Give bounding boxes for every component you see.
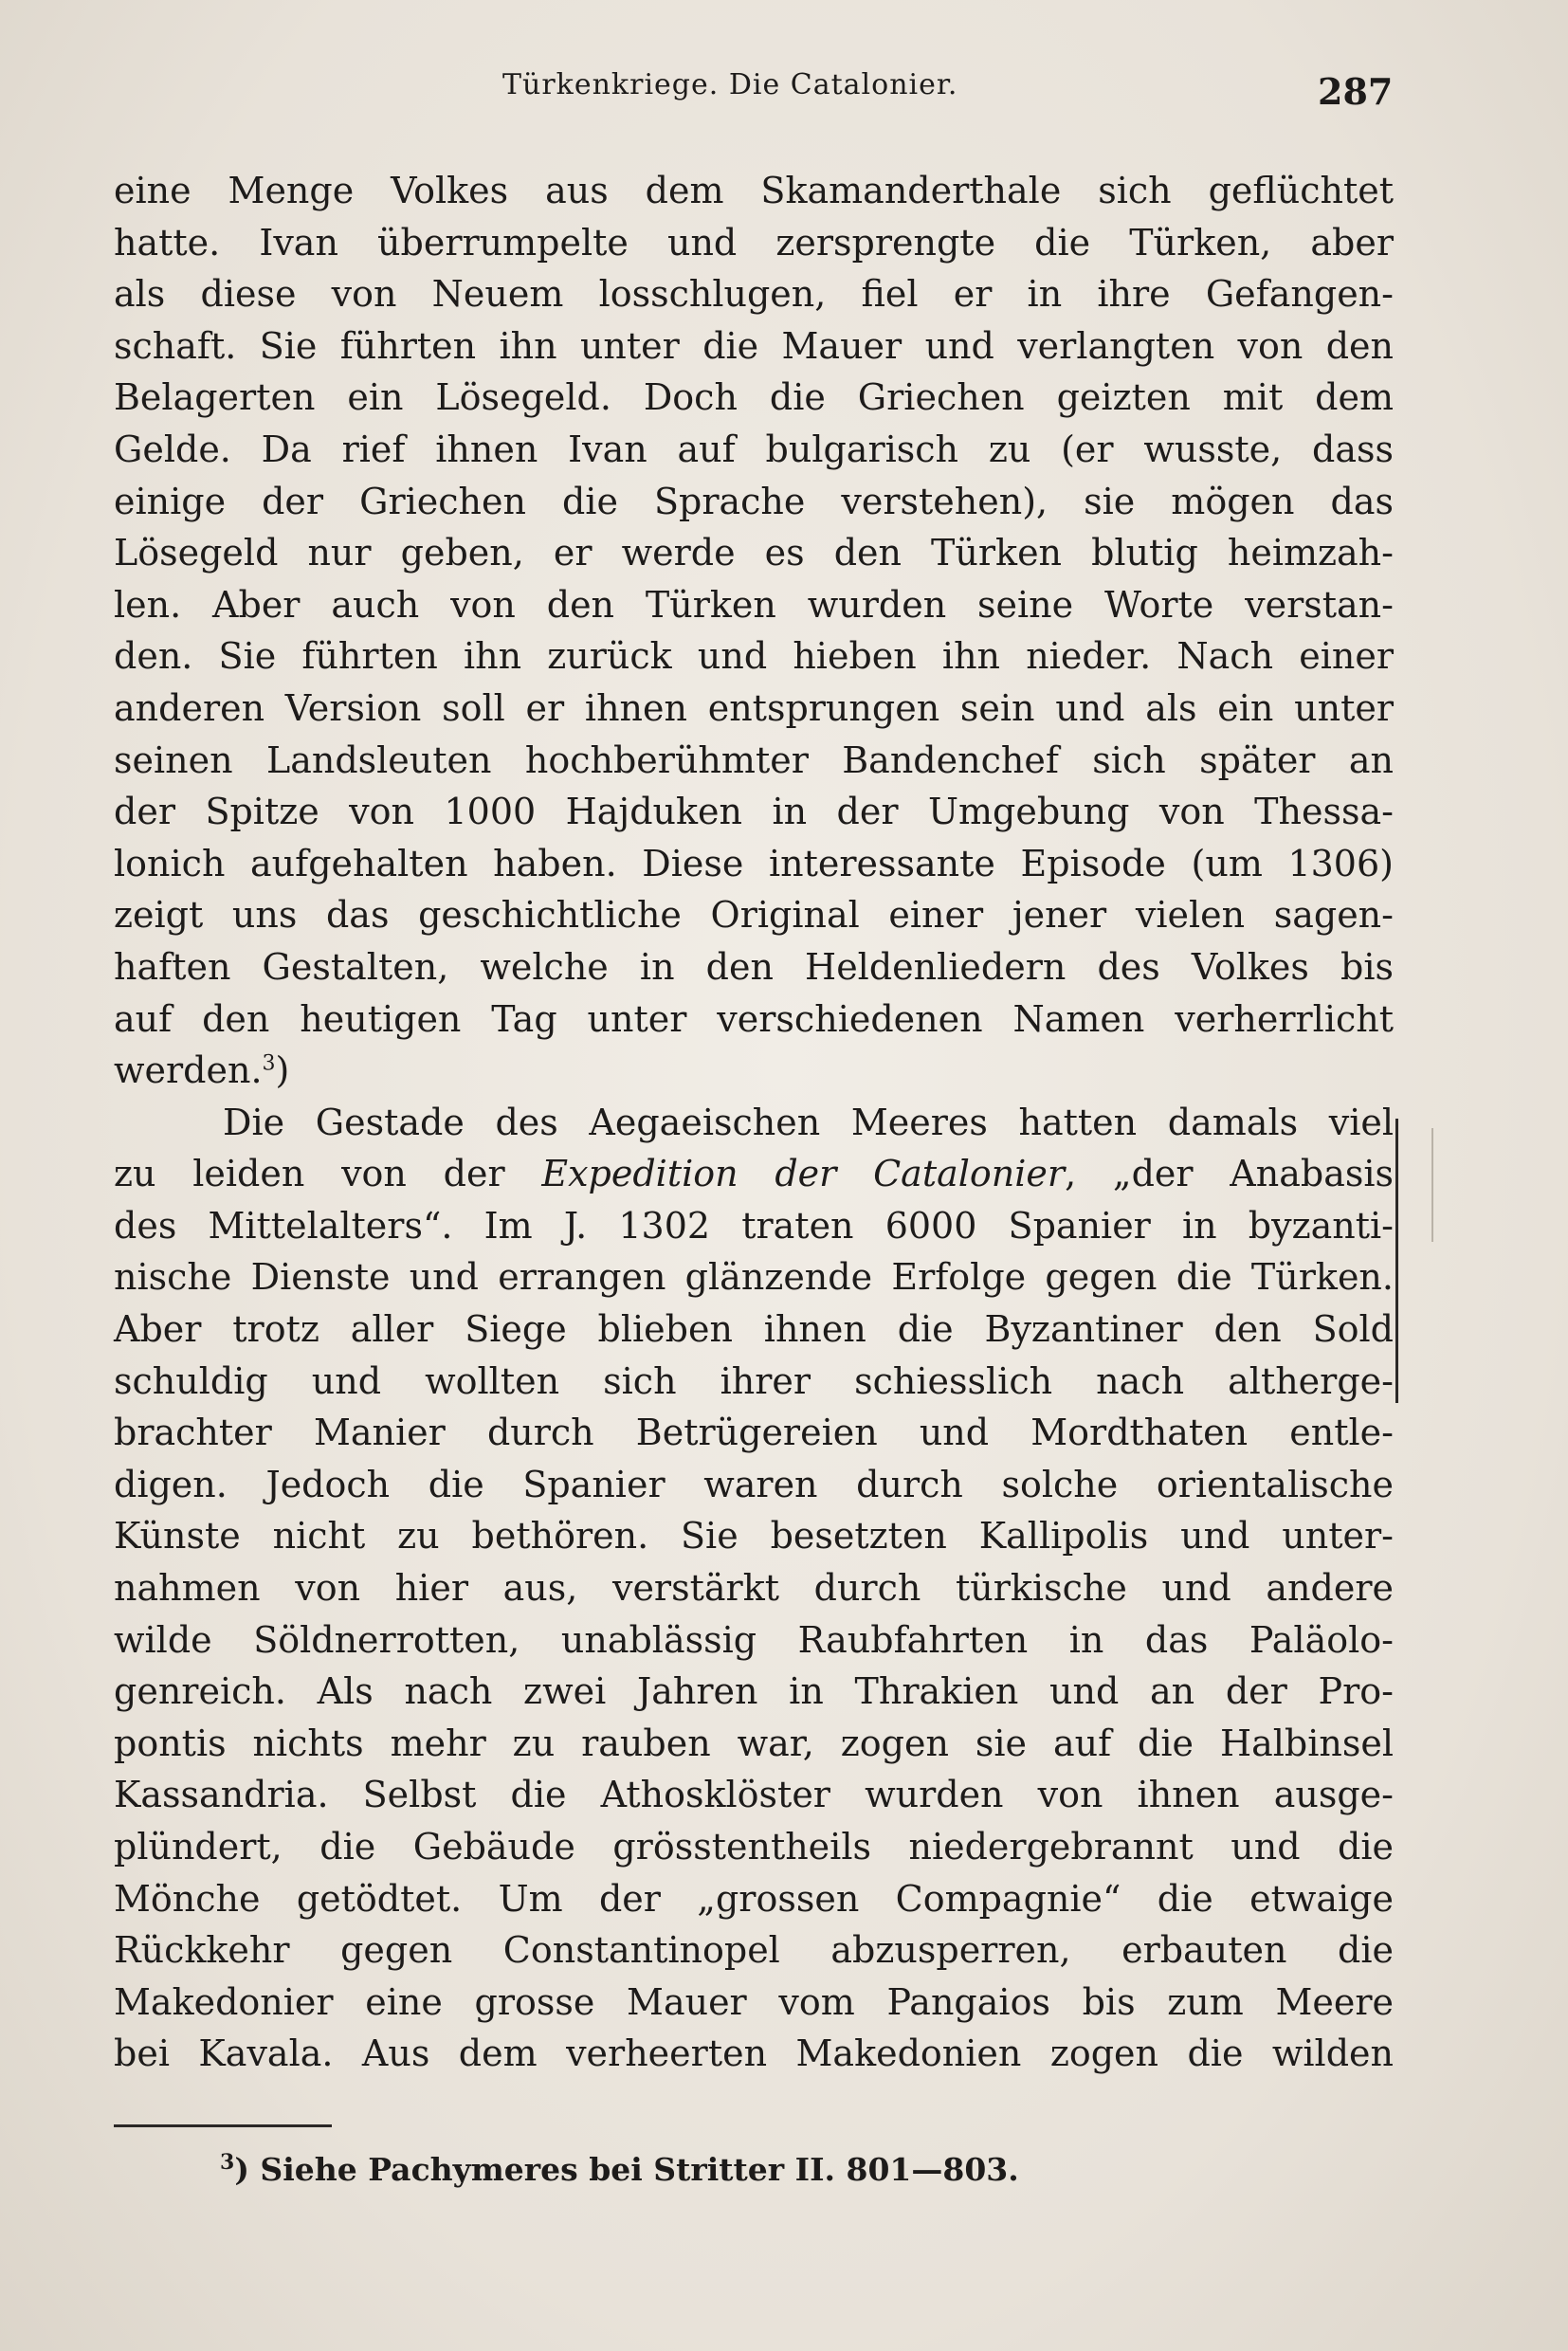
text-line: einige der Griechen die Sprache verstehen), sie mögen das (114, 480, 1394, 522)
footnote-marker: 3 (220, 2150, 235, 2175)
text-line: den. Sie führten ihn zurück und hieben ihn nieder. Nach einer (114, 635, 1394, 678)
text-line: Rückkehr gegen Constantinopel abzusperren, erbauten die (114, 1929, 1394, 1972)
text-line: Kassandria. Selbst die Athosklöster wurden von ihnen ausge- (114, 1774, 1394, 1816)
text-line: haften Gestalten, welche in den Heldenliedern des Volkes bis (114, 945, 1394, 988)
text-line: schuldig und wollten sich ihrer schiesslich nach altherge- (114, 1359, 1394, 1402)
running-header (0, 59, 1568, 116)
text-line: der Spitze von 1000 Hajduken in der Umgebung von Thessa- (114, 791, 1394, 833)
text-line: nische Dienste und errangen glänzende Erfolge gegen die Türken. (114, 1256, 1394, 1299)
footnote-separator (114, 2124, 332, 2127)
text-line: Mönche getödtet. Um der „grossen Compagnie“ die etwaige (114, 1877, 1394, 1920)
text-line: anderen Version soll er ihnen entsprungen sein und als ein unter (114, 686, 1394, 729)
text-line: schaft. Sie führten ihn unter die Mauer und verlangten von den (114, 324, 1394, 367)
text-line: genreich. Als nach zwei Jahren in Thrakien und an der Pro- (114, 1670, 1394, 1713)
text-line: bei Kavala. Aus dem verheerten Makedonien zogen die wilden (114, 2032, 1394, 2075)
text-segment: , „der Anabasis (1065, 1153, 1395, 1195)
text-line: auf den heutigen Tag unter verschiedenen Namen verherrlicht (114, 997, 1394, 1040)
text-line: Belagerten ein Lösegeld. Doch die Griechen geizten mit dem (114, 376, 1394, 419)
text-line: des Mittelalters“. Im J. 1302 traten 6000 Spanier in byzanti- (114, 1204, 1394, 1247)
footnote (220, 2150, 1019, 2188)
text-line: len. Aber auch von den Türken wurden seine Worte verstan- (114, 583, 1394, 626)
text-line-with-italic (114, 1148, 1394, 1200)
text-line-with-footnote-ref: werden.$^3$) (114, 1049, 290, 1092)
footnote-text: ) Siehe Pachymeres bei Stritter II. 801—803. (234, 2151, 1019, 2188)
margin-mark (1395, 1119, 1398, 1403)
text-line: seinen Landsleuten hochberühmter Bandenchef sich später an (114, 738, 1394, 781)
text-line: als diese von Neuem losschlugen, fiel er in ihre Gefangen- (114, 273, 1394, 316)
text-line: brachter Manier durch Betrügereien und Mordthaten entle- (114, 1412, 1394, 1454)
text-line: Künste nicht zu bethören. Sie besetzten Kallipolis und unter- (114, 1515, 1394, 1558)
text-line: Makedonier eine grosse Mauer vom Pangaios bis zum Meere (114, 1980, 1394, 2023)
italic-title: Expedition der Catalonier (541, 1153, 1066, 1195)
footnote-reference: 3 (262, 1051, 276, 1076)
page-number: 287 (1318, 70, 1394, 113)
running-header-title: Türkenkriege. Die Catalonier. (502, 68, 958, 101)
body-text (114, 165, 1394, 2080)
text-line: lonich aufgehalten haben. Diese interessante Episode (um 1306) (114, 842, 1394, 884)
text-segment: werden. (114, 1049, 263, 1092)
text-line: nahmen von hier aus, verstärkt durch türkische und andere (114, 1567, 1394, 1610)
text-line: Gelde. Da rief ihnen Ivan auf bulgarisch zu (er wusste, dass (114, 428, 1394, 470)
text-line: wilde Söldnerrotten, unablässig Raubfahrten in das Paläolo- (114, 1618, 1394, 1661)
text-line: zeigt uns das geschichtliche Original einer jener vielen sagen- (114, 894, 1394, 937)
margin-mark (1431, 1128, 1433, 1242)
text-line: hatte. Ivan überrumpelte und zersprengte die Türken, aber (114, 221, 1394, 264)
text-line: pontis nichts mehr zu rauben war, zogen sie auf die Halbinsel (114, 1722, 1394, 1764)
text-line: plündert, die Gebäude grösstentheils niedergebrannt und die (114, 1826, 1394, 1868)
text-line: Lösegeld nur geben, er werde es den Türken blutig heimzah- (114, 532, 1394, 574)
text-segment: zu leiden von der (114, 1153, 542, 1195)
text-line: eine Menge Volkes aus dem Skamanderthale sich geflüchtet (114, 170, 1394, 211)
paragraph-start-line: Die Gestade des Aegaeischen Meeres hatten damals viel (223, 1101, 1394, 1143)
text-line: Aber trotz aller Siege blieben ihnen die Byzantiner den Sold (114, 1308, 1394, 1351)
text-line: digen. Jedoch die Spanier waren durch solche orientalische (114, 1463, 1394, 1505)
